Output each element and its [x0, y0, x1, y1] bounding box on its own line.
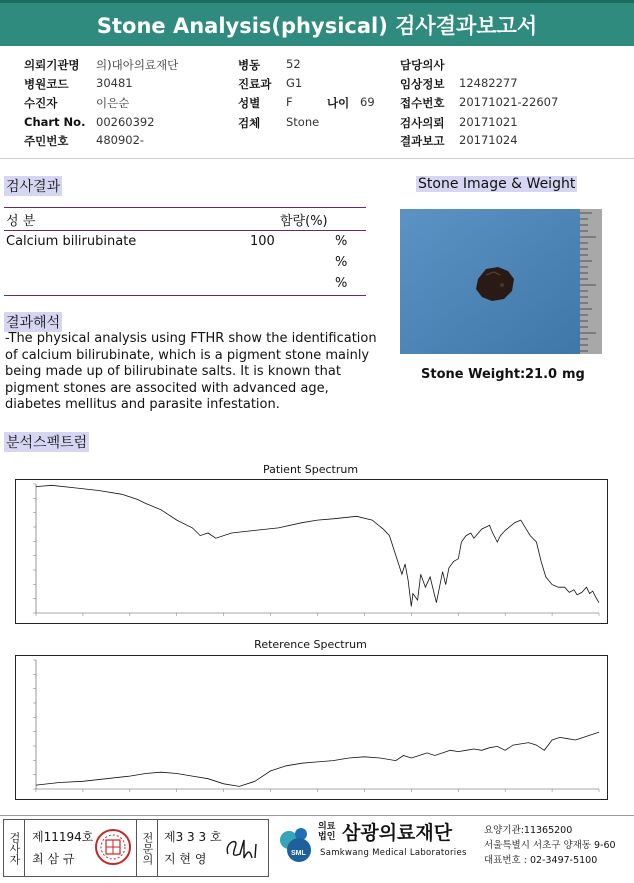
stone-heading: Stone Image & Weight: [418, 176, 576, 192]
stone-weight-unit: mg: [562, 367, 585, 382]
spectrum-line-patient: [36, 485, 599, 606]
patient-spectrum-svg: [16, 480, 607, 623]
phone-label: 대표번호 :: [484, 855, 527, 866]
result-unit: %: [335, 276, 348, 291]
specialist-label: 전문의: [136, 820, 158, 876]
result-unit: %: [335, 234, 348, 249]
info-label: 의뢰기관명: [24, 58, 80, 72]
info-value: G1: [286, 76, 303, 90]
stone-photo: [400, 209, 602, 354]
info-label: 담당의사: [400, 58, 445, 72]
info-value: 20171024: [459, 133, 518, 147]
info-value: 의)대아의료재단: [96, 58, 179, 72]
examiner-label: 검사자: [4, 820, 25, 876]
signature-box: [3, 819, 269, 877]
info-value: 30481: [96, 76, 133, 90]
specialist-license: 제3 3 3 호: [164, 830, 222, 844]
facility-code: [484, 822, 572, 836]
info-label: 접수번호: [400, 96, 445, 110]
report-title: Stone Analysis(physical) 검사결과보고서: [0, 0, 634, 46]
age-label: 나이: [327, 96, 350, 110]
logo-text: SML: [291, 850, 306, 857]
table-top-rule: [4, 207, 366, 208]
interpretation-text: -The physical analysis using FTHR show the identification of calcium bilirubinate, which is a pigment stone mainly being made up of bilirubinate salts. It is known that pigment stones are associted with advanced age, diabetes mellitus and parasite infestation.: [5, 331, 377, 412]
patient-chart-title: Patient Spectrum: [262, 463, 359, 476]
info-label: 성별: [238, 96, 261, 110]
reference-chart-title: Reterence Spectrum: [254, 638, 367, 651]
info-label: 결과보고: [400, 134, 445, 148]
examiner-license: 제11194호: [32, 830, 94, 844]
spectrum-heading: 분석스펙트럼: [4, 432, 89, 452]
info-value: 20171021: [459, 115, 518, 129]
facility-code-value: 11365200: [523, 825, 573, 836]
info-value: 20171021-22607: [459, 95, 559, 109]
interpretation-heading: 결과해석: [4, 312, 62, 332]
org-address: 서울특별시 서초구 양재동 9-60: [484, 840, 616, 851]
table-bottom-rule: [4, 295, 366, 296]
result-component: Calcium bilirubinate: [6, 234, 137, 249]
org-phone: [484, 852, 597, 866]
examiner-name: 최 삼 규: [32, 852, 75, 866]
info-label: 검체: [238, 116, 261, 130]
table-header-rule: [4, 230, 366, 231]
signature-icon: [222, 834, 264, 864]
stone-weight-label: Stone Weight:: [421, 367, 526, 382]
patient-info: [24, 57, 624, 152]
info-label: 병동: [238, 58, 261, 72]
info-label: 주민번호: [24, 134, 69, 148]
info-label: 진료과: [238, 77, 272, 91]
result-unit: %: [335, 255, 348, 270]
sml-logo-icon: [271, 820, 319, 866]
info-value: 480902-: [96, 133, 145, 147]
spectrum-line-reference: [36, 732, 599, 786]
col-component: 성 분: [6, 214, 36, 229]
seal-stamp-icon: [94, 828, 132, 866]
reference-spectrum-svg: [16, 656, 607, 799]
org-name: 삼광의료재단: [342, 822, 453, 844]
org-type: 의료법인: [318, 822, 336, 842]
reference-chart: [15, 655, 608, 800]
info-label: 수진자: [24, 96, 58, 110]
info-value: Stone: [286, 115, 320, 129]
footer-divider: [0, 815, 634, 816]
org-english-name: Samkwang Medical Laboratories: [320, 848, 467, 858]
info-value: 12482277: [459, 76, 518, 90]
stone-photo-graphic: [400, 209, 602, 354]
result-value: 100: [250, 234, 275, 249]
info-value: 00260392: [96, 115, 155, 129]
info-divider: [0, 158, 634, 159]
stone-weight-value: 21.0: [525, 367, 558, 382]
phone-value: 02-3497-5100: [529, 855, 598, 866]
col-content: 함량(%): [280, 214, 328, 229]
info-label: 병원코드: [24, 77, 69, 91]
age-value: 69: [360, 95, 375, 109]
specialist-name: 지 현 영: [164, 852, 207, 866]
info-value: F: [286, 95, 293, 109]
info-label: 임상정보: [400, 77, 445, 91]
patient-chart: [15, 479, 608, 624]
info-value: 52: [286, 57, 301, 71]
info-value: 이은순: [96, 96, 130, 110]
results-heading: 검사결과: [4, 176, 62, 196]
info-label: Chart No.: [24, 115, 86, 129]
facility-code-label: 요양기관:: [484, 825, 524, 836]
info-label: 검사의뢰: [400, 116, 445, 130]
